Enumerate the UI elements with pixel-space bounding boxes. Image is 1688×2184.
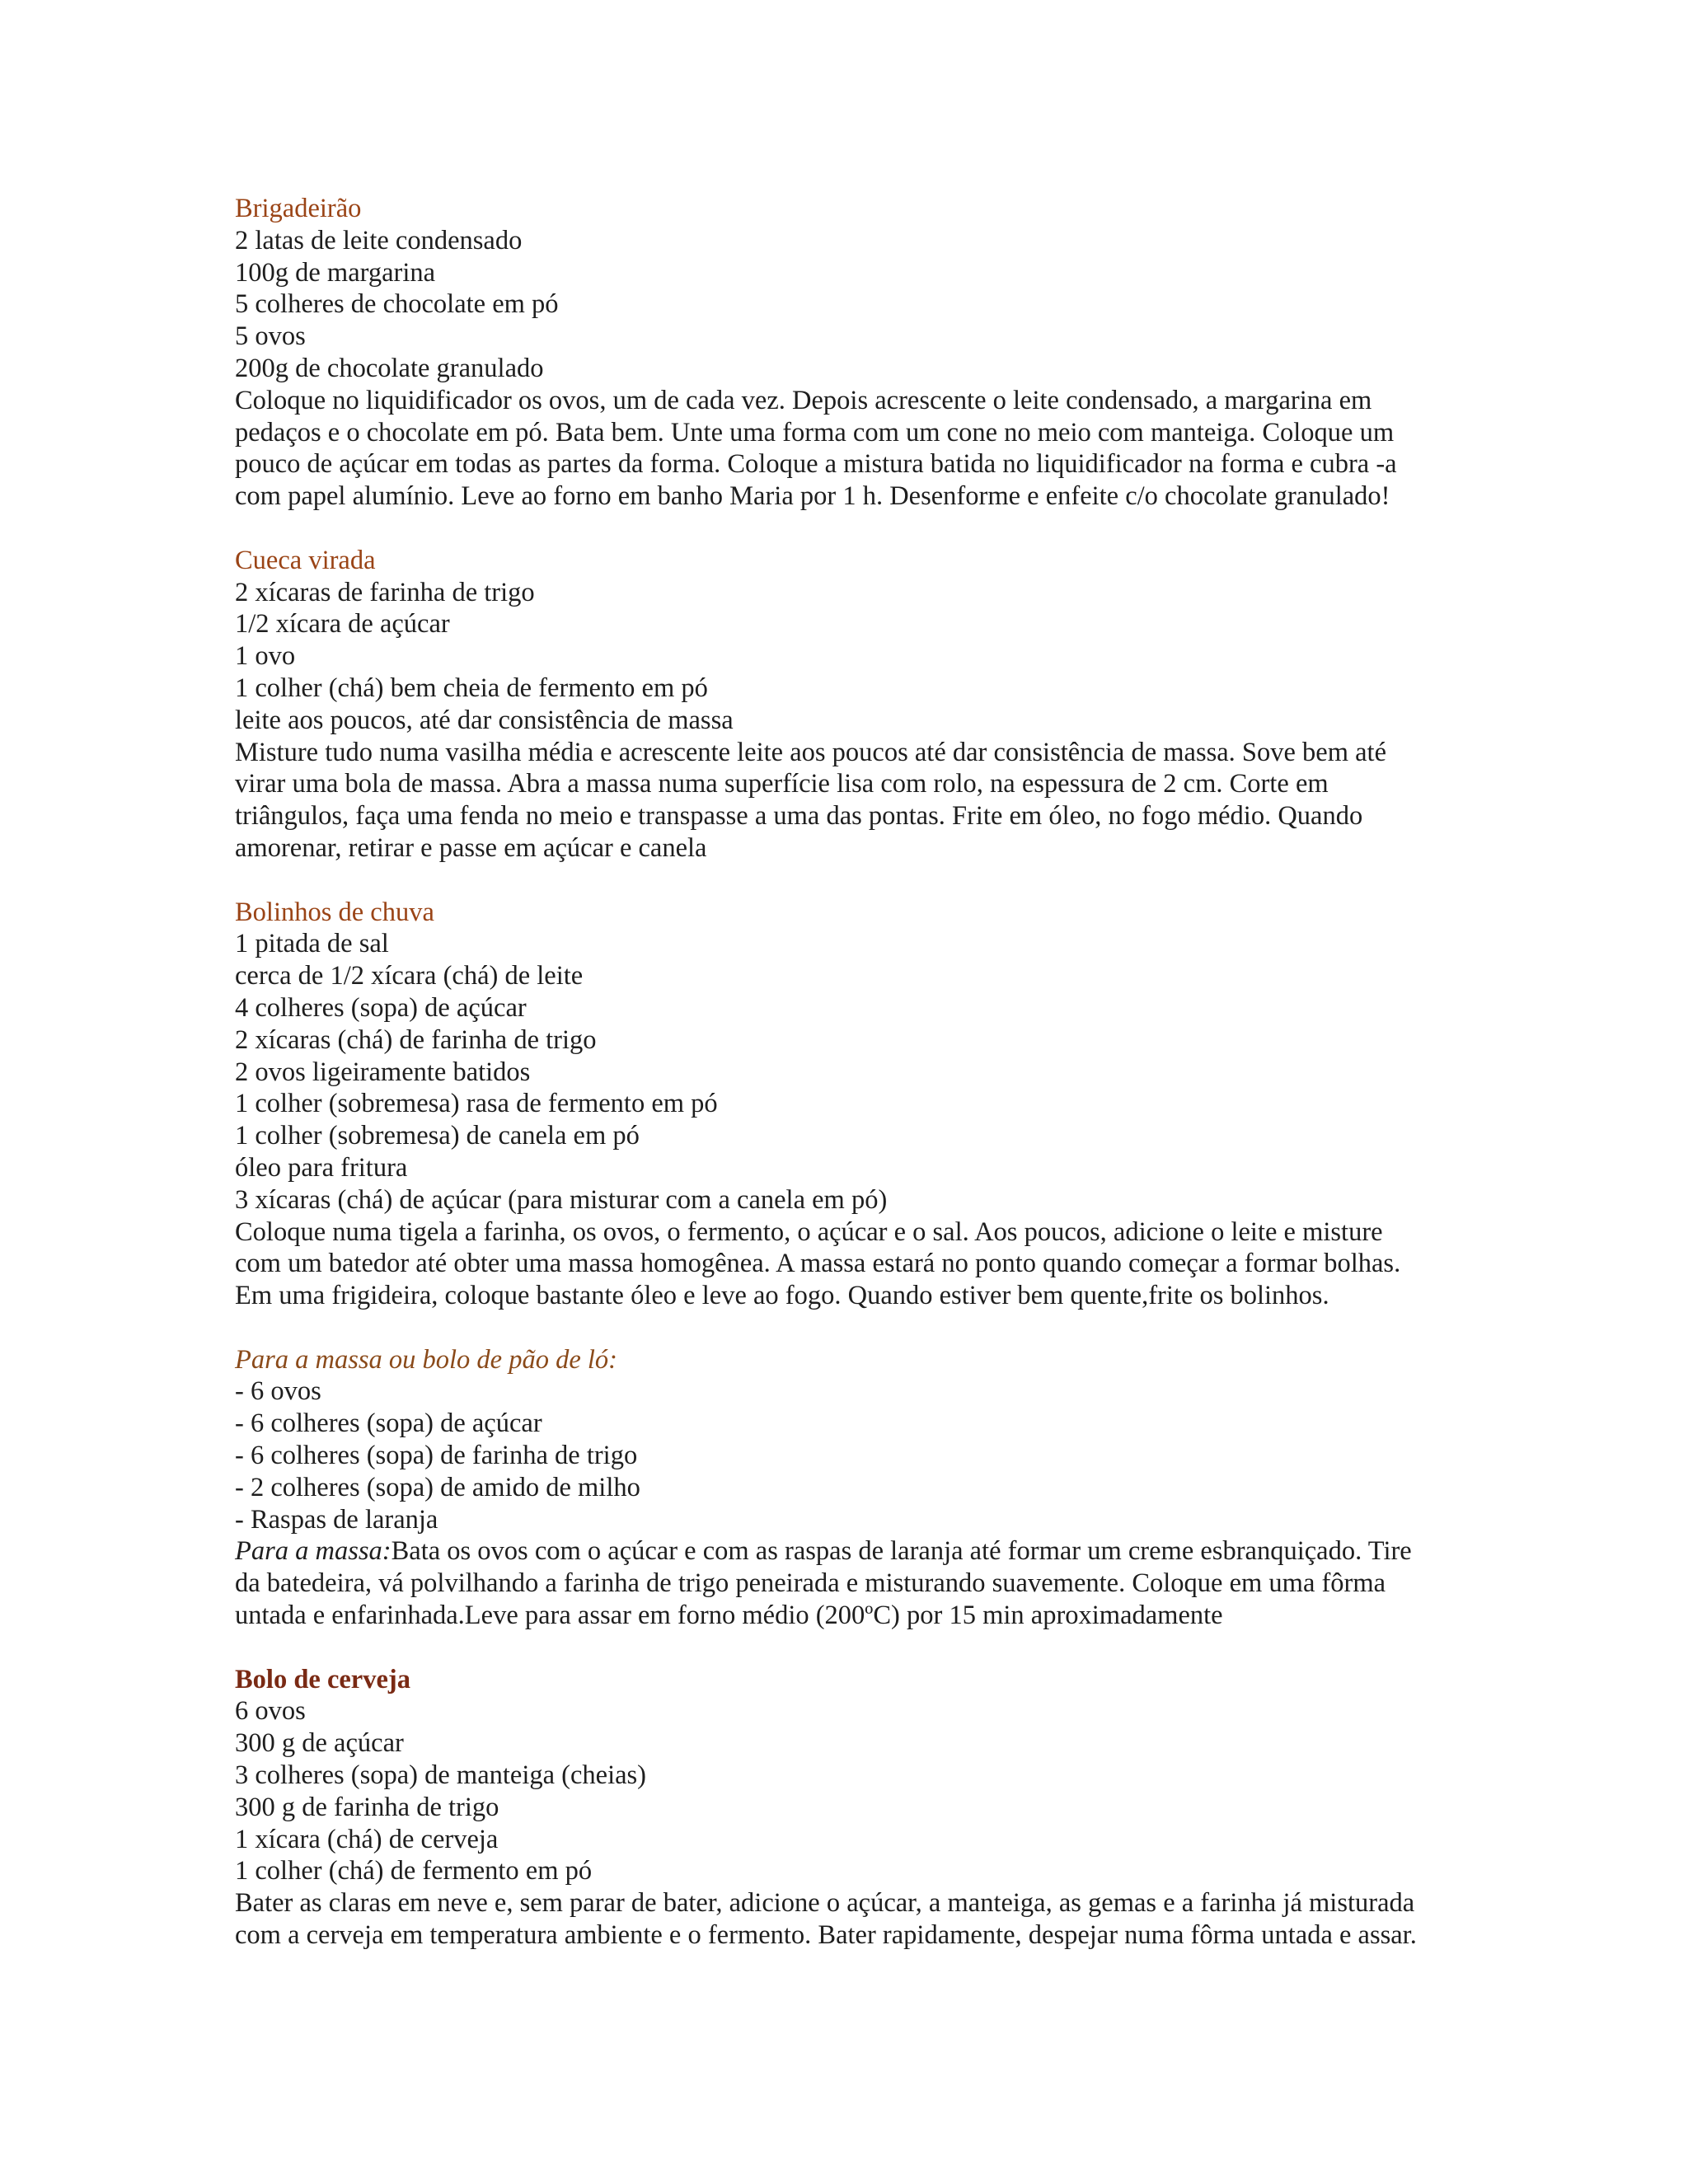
recipe-section xyxy=(235,897,1471,1312)
ingredient-line: 1 ovo xyxy=(235,641,296,672)
method-line: pedaços e o chocolate em pó. Bata bem. Unte uma forma com um cone no meio com manteiga. Coloque um xyxy=(235,417,1395,448)
method-lead: Para a massa: xyxy=(235,1536,392,1567)
ingredient-line: 300 g de açúcar xyxy=(235,1728,404,1759)
recipe-title: Bolo de cerveja xyxy=(235,1664,410,1694)
method-line: com papel alumínio. Leve ao forno em banho Maria por 1 h. Desenforme e enfeite c/o chocolate granulado! xyxy=(235,481,1390,512)
ingredient-line: - 2 colheres (sopa) de amido de milho xyxy=(235,1472,640,1502)
recipe-section xyxy=(235,193,1471,513)
ingredient-line: - 6 colheres (sopa) de farinha de trigo xyxy=(235,1441,638,1471)
ingredient-line: 1 colher (sobremesa) de canela em pó xyxy=(235,1121,640,1151)
method-line: triângulos, faça uma fenda no meio e transpasse a uma das pontas. Frite em óleo, no fogo médio. Quando xyxy=(235,801,1363,832)
method-line: pouco de açúcar em todas as partes da forma. Coloque a mistura batida no liquidificador na forma e cubra -a xyxy=(235,449,1397,480)
recipe-title: Para a massa ou bolo de pão de ló: xyxy=(235,1344,617,1375)
method-line: com a cerveja em temperatura ambiente e o fermento. Bater rapidamente, despejar numa fôrma untada e assar. xyxy=(235,1920,1417,1951)
ingredient-line: 1 pitada de sal xyxy=(235,929,389,959)
ingredient-line: 3 colheres (sopa) de manteiga (cheias) xyxy=(235,1760,647,1791)
ingredient-line: - Raspas de laranja xyxy=(235,1504,438,1535)
method-line: Bater as claras em neve e, sem parar de bater, adicione o açúcar, a manteiga, as gemas e a farinha já misturada xyxy=(235,1888,1415,1919)
method-paragraph xyxy=(235,1216,1471,1312)
method-paragraph xyxy=(235,1535,1471,1631)
recipe-page xyxy=(235,193,1471,1984)
recipe-title: Bolinhos de chuva xyxy=(235,897,434,927)
method-line xyxy=(235,1535,1471,1568)
ingredient-line: 1 colher (chá) bem cheia de fermento em pó xyxy=(235,673,708,703)
ingredient-line: - 6 ovos xyxy=(235,1376,321,1407)
method-line: da batedeira, vá polvilhando a farinha de trigo peneirada e misturando suavemente. Coloque em uma fôrma xyxy=(235,1568,1386,1599)
recipe-section xyxy=(235,1664,1471,1952)
recipe-title: Cueca virada xyxy=(235,545,376,575)
method-paragraph xyxy=(235,385,1471,513)
method-line: Misture tudo numa vasilha média e acrescente leite aos poucos até dar consistência de massa. Sove bem até xyxy=(235,737,1387,767)
ingredient-line: 1/2 xícara de açúcar xyxy=(235,609,450,640)
ingredient-line: óleo para fritura xyxy=(235,1152,408,1183)
ingredient-line: 100g de margarina xyxy=(235,257,436,288)
recipe-section xyxy=(235,545,1471,865)
method-line: Coloque no liquidificador os ovos, um de cada vez. Depois acrescente o leite condensado, a margarina em xyxy=(235,385,1372,415)
method-line: com um batedor até obter uma massa homogênea. A massa estará no ponto quando começar a formar bolhas. xyxy=(235,1249,1401,1279)
ingredient-line: 2 ovos ligeiramente batidos xyxy=(235,1057,531,1087)
recipe-title: Brigadeirão xyxy=(235,194,362,223)
method-line: Coloque numa tigela a farinha, os ovos, o fermento, o açúcar e o sal. Aos poucos, adicione o leite e misture xyxy=(235,1216,1383,1247)
ingredient-line: - 6 colheres (sopa) de açúcar xyxy=(235,1408,542,1439)
ingredient-line: 2 latas de leite condensado xyxy=(235,225,523,255)
ingredient-line: 6 ovos xyxy=(235,1696,306,1727)
ingredient-line: leite aos poucos, até dar consistência de massa xyxy=(235,705,734,735)
method-line: untada e enfarinhada.Leve para assar em forno médio (200ºC) por 15 min aproximadamente xyxy=(235,1601,1223,1631)
ingredient-line: 2 xícaras (chá) de farinha de trigo xyxy=(235,1024,597,1055)
method-paragraph xyxy=(235,737,1471,865)
ingredient-line: 200g de chocolate granulado xyxy=(235,353,544,383)
method-line: amorenar, retirar e passe em açúcar e canela xyxy=(235,832,707,863)
ingredient-line: 300 g de farinha de trigo xyxy=(235,1792,499,1822)
ingredient-line: 5 colheres de chocolate em pó xyxy=(235,289,559,320)
method-text: Bata os ovos com o açúcar e com as raspas de laranja até formar um creme esbranquiçado. Tire xyxy=(391,1536,1412,1567)
method-paragraph xyxy=(235,1887,1471,1952)
method-line: virar uma bola de massa. Abra a massa numa superfície lisa com rolo, na espessura de 2 cm. Corte em xyxy=(235,769,1329,799)
ingredient-line: 1 colher (sobremesa) rasa de fermento em pó xyxy=(235,1089,718,1119)
recipe-section xyxy=(235,1344,1471,1632)
ingredient-line: 1 xícara (chá) de cerveja xyxy=(235,1824,499,1854)
ingredient-line: 4 colheres (sopa) de açúcar xyxy=(235,992,527,1023)
ingredient-line: 5 ovos xyxy=(235,321,306,352)
ingredient-line: cerca de 1/2 xícara (chá) de leite xyxy=(235,961,584,991)
ingredient-line: 2 xícaras de farinha de trigo xyxy=(235,577,535,607)
ingredient-line: 1 colher (chá) de fermento em pó xyxy=(235,1856,593,1886)
method-line: Em uma frigideira, coloque bastante óleo e leve ao fogo. Quando estiver bem quente,frite os bolinhos. xyxy=(235,1281,1329,1311)
ingredient-line: 3 xícaras (chá) de açúcar (para misturar com a canela em pó) xyxy=(235,1184,888,1215)
